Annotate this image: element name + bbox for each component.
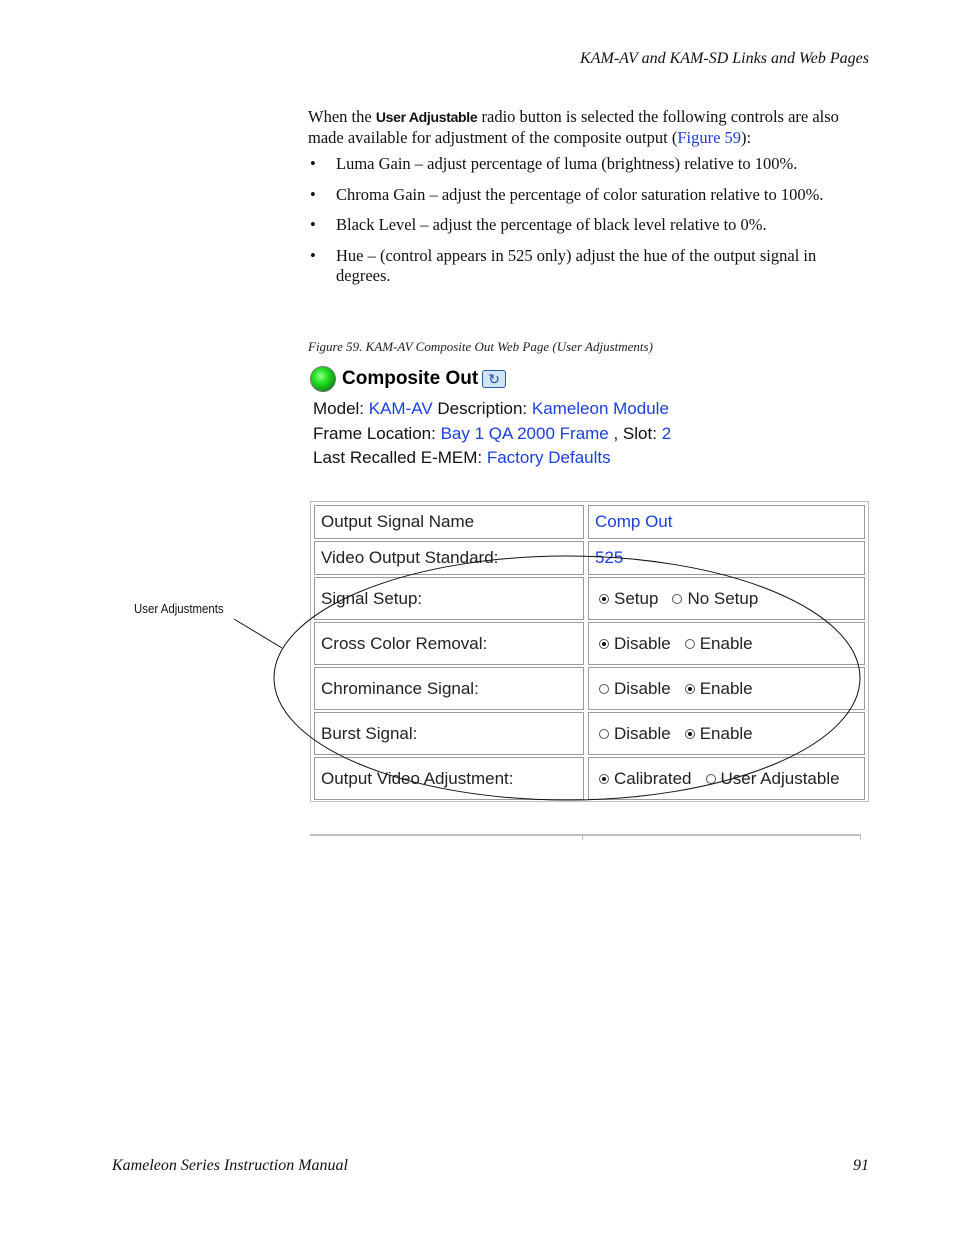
table-divider <box>582 836 583 840</box>
figure-link[interactable]: Figure 59 <box>677 127 742 147</box>
row-label: Cross Color Removal: <box>314 622 584 665</box>
bullet-list <box>308 154 868 287</box>
bullet-text: Chroma Gain – adjust the percentage of color saturation relative to 100%. <box>336 184 824 204</box>
last-recalled-label: Last Recalled E-MEM: <box>313 448 487 467</box>
radio-group <box>588 667 865 710</box>
radio-label: Enable <box>699 678 753 698</box>
running-header: KAM-AV and KAM-SD Links and Web Pages <box>580 50 869 67</box>
radio-button[interactable] <box>706 774 716 784</box>
row-label: Output Video Adjustment: <box>314 757 584 800</box>
settings-table <box>310 501 869 802</box>
table-divider <box>860 836 861 840</box>
bullet-text: Hue – (control appears in 525 only) adjust the hue of the output signal in degrees. <box>336 245 817 285</box>
page-title: Composite Out <box>342 368 479 389</box>
radio-label: Disable <box>614 723 671 743</box>
radio-option-calibrated[interactable] <box>599 769 692 789</box>
figure-caption: Figure 59. KAM-AV Composite Out Web Page (User Adjustments) <box>308 339 653 354</box>
frame-location-link[interactable]: Bay 1 QA 2000 Frame <box>440 424 609 443</box>
frame-location-label: Frame Location: <box>313 424 441 443</box>
row-label: Signal Setup: <box>314 577 584 620</box>
radio-option-disable[interactable] <box>599 634 671 654</box>
ui-term-user-adjustable: User Adjustable <box>375 109 478 125</box>
row-value-cell <box>588 505 865 539</box>
bullet-text: Black Level – adjust the percentage of black level relative to 0%. <box>336 215 767 234</box>
callout-leader-line <box>234 619 282 648</box>
table-row <box>314 712 865 755</box>
table-row <box>314 577 865 620</box>
radio-option-user-adjustable[interactable] <box>706 769 840 789</box>
slot-link[interactable]: 2 <box>661 424 672 443</box>
radio-option-no-setup[interactable] <box>672 589 758 609</box>
radio-button-selected[interactable] <box>599 639 609 649</box>
page-title-bar <box>310 364 506 394</box>
radio-button[interactable] <box>685 639 695 649</box>
radio-label: Disable <box>614 678 671 698</box>
radio-button-selected[interactable] <box>685 684 695 694</box>
radio-option-enable[interactable] <box>685 679 753 699</box>
intro-text-before: When the <box>308 107 376 126</box>
slot-label: , Slot: <box>608 424 662 443</box>
last-recalled-link[interactable]: Factory Defaults <box>486 448 611 467</box>
bullet-symbol: • <box>310 215 316 234</box>
row-label: Output Signal Name <box>314 505 584 539</box>
radio-button-selected[interactable] <box>685 729 695 739</box>
radio-label: Enable <box>699 633 753 653</box>
bullet-item <box>308 185 868 206</box>
row-label: Video Output Standard: <box>314 541 584 575</box>
callout-label: User Adjustments <box>134 601 224 616</box>
row-value-cell <box>588 541 865 575</box>
radio-option-setup[interactable] <box>599 589 658 609</box>
radio-button[interactable] <box>672 594 682 604</box>
radio-option-disable[interactable] <box>599 724 671 744</box>
table-row <box>314 667 865 710</box>
bullet-item <box>308 246 868 287</box>
radio-group <box>588 577 865 620</box>
bullet-item <box>308 215 868 236</box>
radio-label: Enable <box>699 723 753 743</box>
bullet-item <box>308 154 868 175</box>
radio-button-selected[interactable] <box>599 774 609 784</box>
radio-label: No Setup <box>687 588 759 608</box>
bullet-symbol: • <box>310 184 316 204</box>
radio-group <box>588 712 865 755</box>
frame-location-line <box>313 424 671 444</box>
radio-group <box>588 622 865 665</box>
video-standard-link[interactable]: 525 <box>595 548 624 567</box>
model-link[interactable]: KAM-AV <box>368 399 433 418</box>
radio-button[interactable] <box>599 729 609 739</box>
bullet-symbol: • <box>310 154 316 173</box>
table-row <box>314 541 865 575</box>
page-number: 91 <box>853 1157 869 1174</box>
table-row <box>314 505 865 539</box>
description-label: Description: <box>432 399 532 418</box>
row-label: Burst Signal: <box>314 712 584 755</box>
intro-paragraph <box>308 107 868 148</box>
intro-text-end: ): <box>741 127 752 147</box>
radio-label: User Adjustable <box>720 768 840 788</box>
radio-option-disable[interactable] <box>599 679 671 699</box>
table-row <box>314 622 865 665</box>
refresh-icon[interactable]: ↻ <box>482 370 506 388</box>
radio-group <box>588 757 865 800</box>
model-line <box>313 399 669 419</box>
radio-button[interactable] <box>599 684 609 694</box>
second-table-top-edge <box>310 834 861 840</box>
radio-option-enable[interactable] <box>685 724 753 744</box>
model-label: Model: <box>313 399 369 418</box>
bullet-symbol: • <box>310 245 316 265</box>
bullet-text: Luma Gain – adjust percentage of luma (brightness) relative to 100%. <box>336 154 798 173</box>
signal-name-link[interactable]: Comp Out <box>595 512 673 531</box>
footer-manual-title: Kameleon Series Instruction Manual <box>112 1157 348 1174</box>
description-link[interactable]: Kameleon Module <box>531 399 669 418</box>
table-row <box>314 757 865 800</box>
radio-label: Calibrated <box>614 768 692 788</box>
radio-button-selected[interactable] <box>599 594 609 604</box>
green-led-icon <box>310 366 336 392</box>
intro-text-after: radio button is selected the following controls are also made available for adjustment of the composite output ( <box>308 107 839 147</box>
body-text <box>308 107 868 297</box>
radio-label: Disable <box>614 633 671 653</box>
last-recalled-line <box>313 448 611 468</box>
radio-option-enable[interactable] <box>685 634 753 654</box>
web-page-screenshot <box>308 362 873 847</box>
row-label: Chrominance Signal: <box>314 667 584 710</box>
radio-label: Setup <box>614 588 659 608</box>
